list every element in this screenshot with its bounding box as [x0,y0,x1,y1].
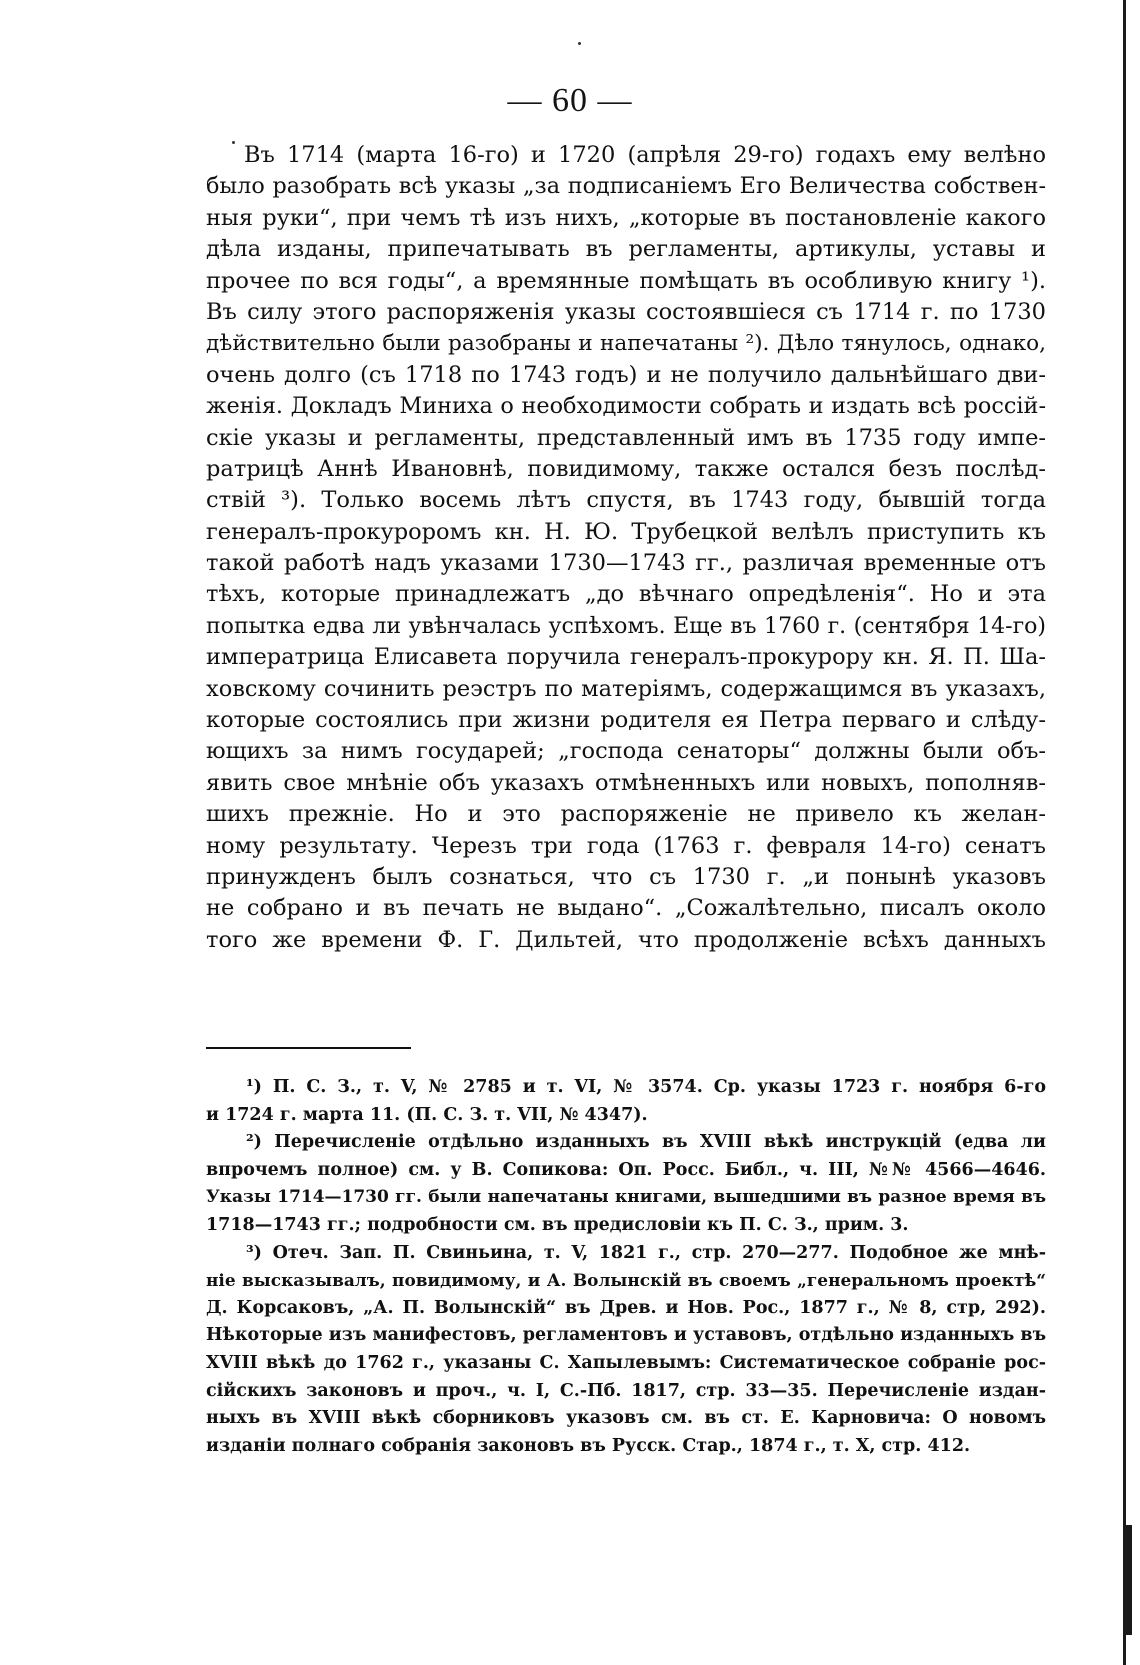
body-line: ныя руки“, при чемъ тѣ изъ нихъ, „которые въ постановленіе какого [206,204,1046,231]
body-line: того же времени Ф. Г. Дильтей, что продолженіе всѣхъ данныхъ [206,926,1046,953]
body-line: было разобрать всѣ указы „за подписаніемъ Его Величества собствен- [206,173,1046,200]
body-line: скіе указы и регламенты, представленный имъ въ 1735 году импе- [206,424,1046,451]
footnote-rule [206,1047,411,1049]
footnote-line: Д. Корсаковъ, „А. П. Волынскій“ въ Древ. и Нов. Рос., 1877 г., № 8, стр, 292). [206,1297,1046,1318]
body-line: очень долго (съ 1718 по 1743 годъ) и не получило дальнѣйшаго дви- [206,361,1046,388]
body-line: которые состоялись при жизни родителя ея Петра перваго и слѣду- [206,707,1046,734]
footnote-line: ныхъ въ XVIII вѣкѣ сборниковъ указовъ см. въ ст. Е. Карновича: О новомъ [206,1408,1046,1429]
body-line: тѣхъ, которые принадлежатъ „до вѣчнаго опредѣленія“. Но и эта [206,581,1046,608]
footnote-line: ³) Отеч. Зап. П. Свиньина, т. V, 1821 г., стр. 270—277. Подобное же мнѣ- [246,1242,1046,1263]
footnote-line: 1718—1743 гг.; подробности см. въ предисловіи къ П. С. З., прим. 3. [206,1214,909,1235]
footnote-line: ¹) П. С. З., т. V, № 2785 и т. VI, № 3574. Ср. указы 1723 г. ноября 6-го [246,1077,1046,1097]
body-line: такой работѣ надъ указами 1730—1743 гг., различая временные отъ [206,550,1046,577]
footnotes [206,1074,1046,1460]
footnote-line: ²) Перечисленіе отдѣльно изданныхъ въ XVIII вѣкѣ инструкцій (едва ли [246,1132,1046,1153]
footnote-line: Указы 1714—1730 гг. были напечатаны книгами, вышедшими въ разное время въ [206,1187,1046,1208]
footnote-line: изданіи полнаго собранія законовъ въ Русск. Стар., 1874 г., т. X, стр. 412. [206,1435,971,1456]
body-line: Въ силу этого распоряженія указы состоявшіеся съ 1714 г. по 1730 [206,298,1046,325]
body-line: ющихъ за нимъ государей; „господа сенаторы“ должны были объ- [206,738,1046,765]
body-line: женія. Докладъ Миниха о необходимости собрать и издать всѣ россій- [206,393,1046,420]
footnote-line: сійскихъ законовъ и проч., ч. I, С.-Пб. 1817, стр. 33—35. Перечисленіе издан- [206,1380,1046,1401]
page-number: — 60 — [507,82,633,119]
body-line: генералъ-прокуроромъ кн. Н. Ю. Трубецкой велѣлъ приступить къ [206,518,1046,545]
page-edge-mark [1126,1525,1132,1635]
body-line: явить свое мнѣніе объ указахъ отмѣненныхъ или новыхъ, пополняв- [206,769,1046,796]
body-line: ствій ³). Только восемь лѣтъ спустя, въ 1743 году, бывшій тогда [206,487,1046,514]
page-edge-line [1123,0,1126,1665]
body-line: ратрицѣ Аннѣ Ивановнѣ, повидимому, также остался безъ послѣд- [206,455,1046,482]
footnote-line: и 1724 г. марта 11. (П. С. З. т. VII, № 4347). [206,1104,648,1125]
footnote-line: Нѣкоторые изъ манифестовъ, регламентовъ и уставовъ, отдѣльно изданныхъ въ [206,1325,1046,1346]
footnote-line: XVIII вѣкѣ до 1762 г., указаны С. Хапылевымъ: Систематическое собраніе рос- [206,1352,1046,1373]
body-line: принужденъ былъ сознаться, что съ 1730 г. „и понынѣ указовъ [206,863,1046,890]
body-line: императрица Елисавета поручила генералъ-прокурору кн. Я. П. Ша- [206,644,1046,671]
body-line: шихъ прежніе. Но и это распоряженіе не привело къ желан- [206,801,1046,828]
body-line: не собрано и въ печать не выдано“. „Сожалѣтельно, писалъ около [206,895,1046,922]
body-line: ховскому сочинить реэстръ по матеріямъ, содержащимся въ указахъ, [206,675,1046,702]
body-line: прочее по вся годы“, а времянные помѣщать въ особливую книгу ¹). [206,267,1046,294]
body-line: дѣйствительно были разобраны и напечатаны ²). Дѣло тянулось, однако, [206,331,1046,357]
body-line: ному результату. Черезъ три года (1763 г. февраля 14-го) сенатъ [206,832,1046,859]
body-line: попытка едва ли увѣнчалась успѣхомъ. Еще въ 1760 г. (сентября 14-го) [206,613,1046,639]
footnote-line: впрочемъ полное) см. у В. Сопикова: Оп. Росс. Библ., ч. III, №№ 4566—4646. [206,1159,1046,1180]
footnote-line: ніе высказывалъ, повидимому, и А. Волынскій въ своемъ „генеральномъ проектѣ“ [206,1270,1046,1291]
ink-speck [578,42,581,45]
body-line: дѣла изданы, припечатывать въ регламенты, артикулы, уставы и [206,236,1046,263]
body-line: Въ 1714 (марта 16-го) и 1720 (апрѣля 29-го) годахъ ему велѣно [244,142,1046,168]
body-text [206,140,1046,956]
